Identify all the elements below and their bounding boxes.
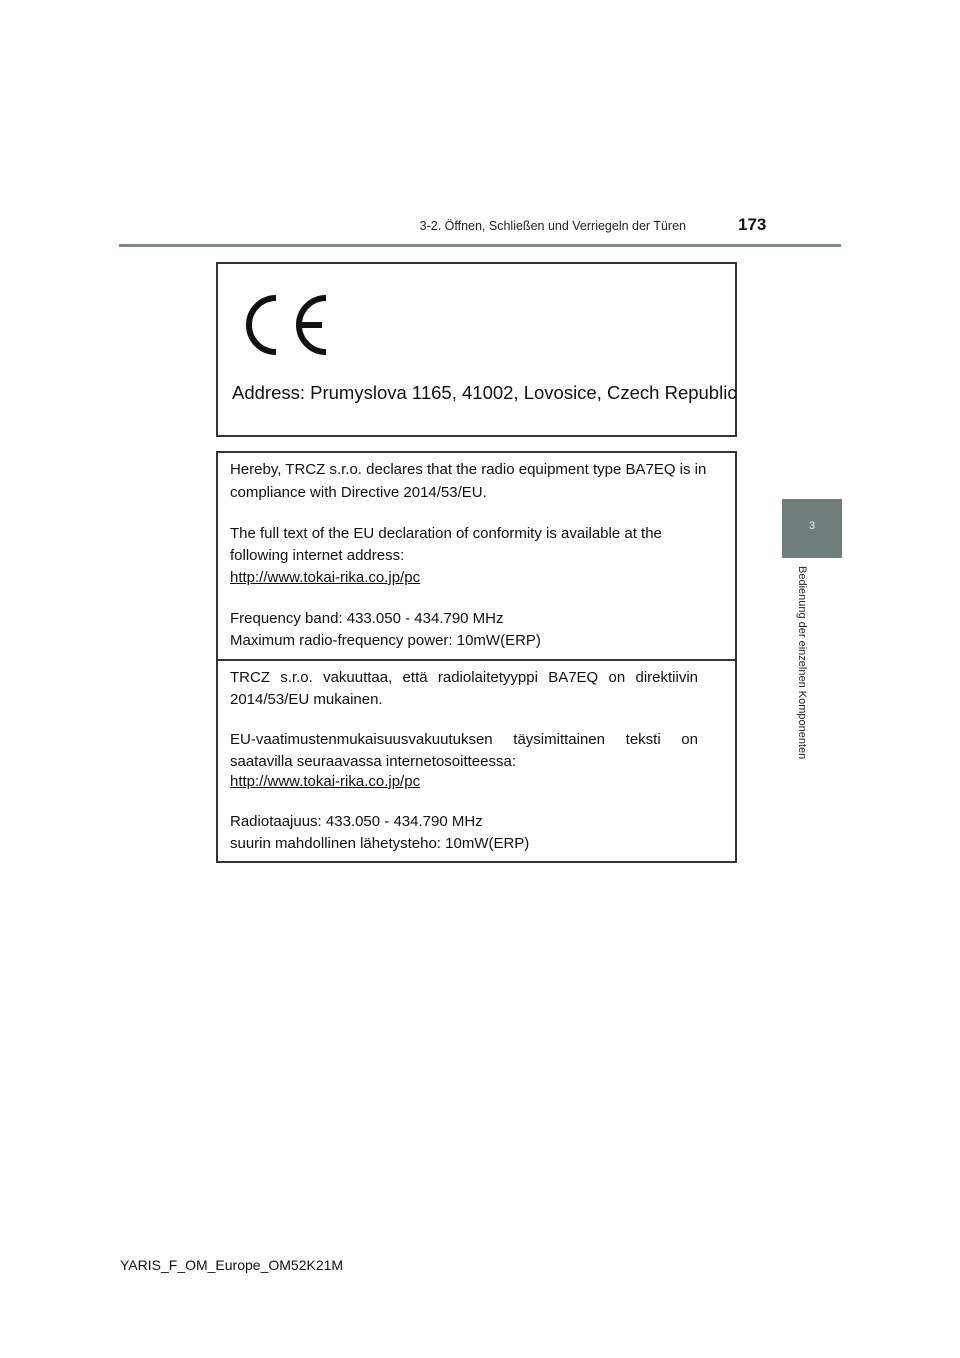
en-line-4: following internet address: bbox=[230, 547, 405, 564]
fi-url-link[interactable]: http://www.tokai-rika.co.jp/pc bbox=[230, 773, 421, 790]
header-divider bbox=[119, 244, 841, 247]
declaration-english bbox=[218, 453, 735, 661]
manufacturer-address: Address: Prumyslova 1165, 41002, Lovosice, Czech Republic bbox=[232, 382, 737, 403]
chapter-number: 3 bbox=[808, 520, 816, 532]
fi-line-3: EU-vaatimustenmukaisuusvakuutuksen täysimittainen teksti on bbox=[230, 731, 698, 748]
en-line-2: compliance with Directive 2014/53/EU. bbox=[230, 484, 487, 501]
chapter-title: Bedienung der einzelnen Komponenten bbox=[796, 566, 808, 760]
section-title: 3-2. Öffnen, Schließen und Verriegeln der Türen bbox=[419, 219, 686, 233]
en-frequency: Frequency band: 433.050 - 434.790 MHz bbox=[230, 610, 504, 627]
en-power: Maximum radio-frequency power: 10mW(ERP) bbox=[230, 632, 541, 649]
fi-line-4: saatavilla seuraavassa internetosoitteessa: bbox=[230, 753, 516, 770]
en-url-link[interactable]: http://www.tokai-rika.co.jp/pc bbox=[230, 569, 421, 586]
en-line-1: Hereby, TRCZ s.r.o. declares that the radio equipment type BA7EQ is in bbox=[230, 461, 707, 478]
fi-line-1: TRCZ s.r.o. vakuuttaa, että radiolaitetyyppi BA7EQ on direktiivin bbox=[230, 669, 698, 686]
fi-power: suurin mahdollinen lähetysteho: 10mW(ERP) bbox=[230, 835, 530, 852]
fi-frequency: Radiotaajuus: 433.050 - 434.790 MHz bbox=[230, 813, 483, 830]
page-number: 173 bbox=[738, 215, 767, 234]
ce-mark-logo bbox=[240, 294, 330, 356]
declaration-finnish bbox=[218, 661, 735, 861]
en-line-3: The full text of the EU declaration of conformity is available at the bbox=[230, 525, 662, 542]
ce-address-box bbox=[216, 262, 737, 437]
declaration-box bbox=[216, 451, 737, 863]
document-id: YARIS_F_OM_Europe_OM52K21M bbox=[120, 1257, 344, 1273]
fi-line-2: 2014/53/EU mukainen. bbox=[230, 691, 383, 708]
